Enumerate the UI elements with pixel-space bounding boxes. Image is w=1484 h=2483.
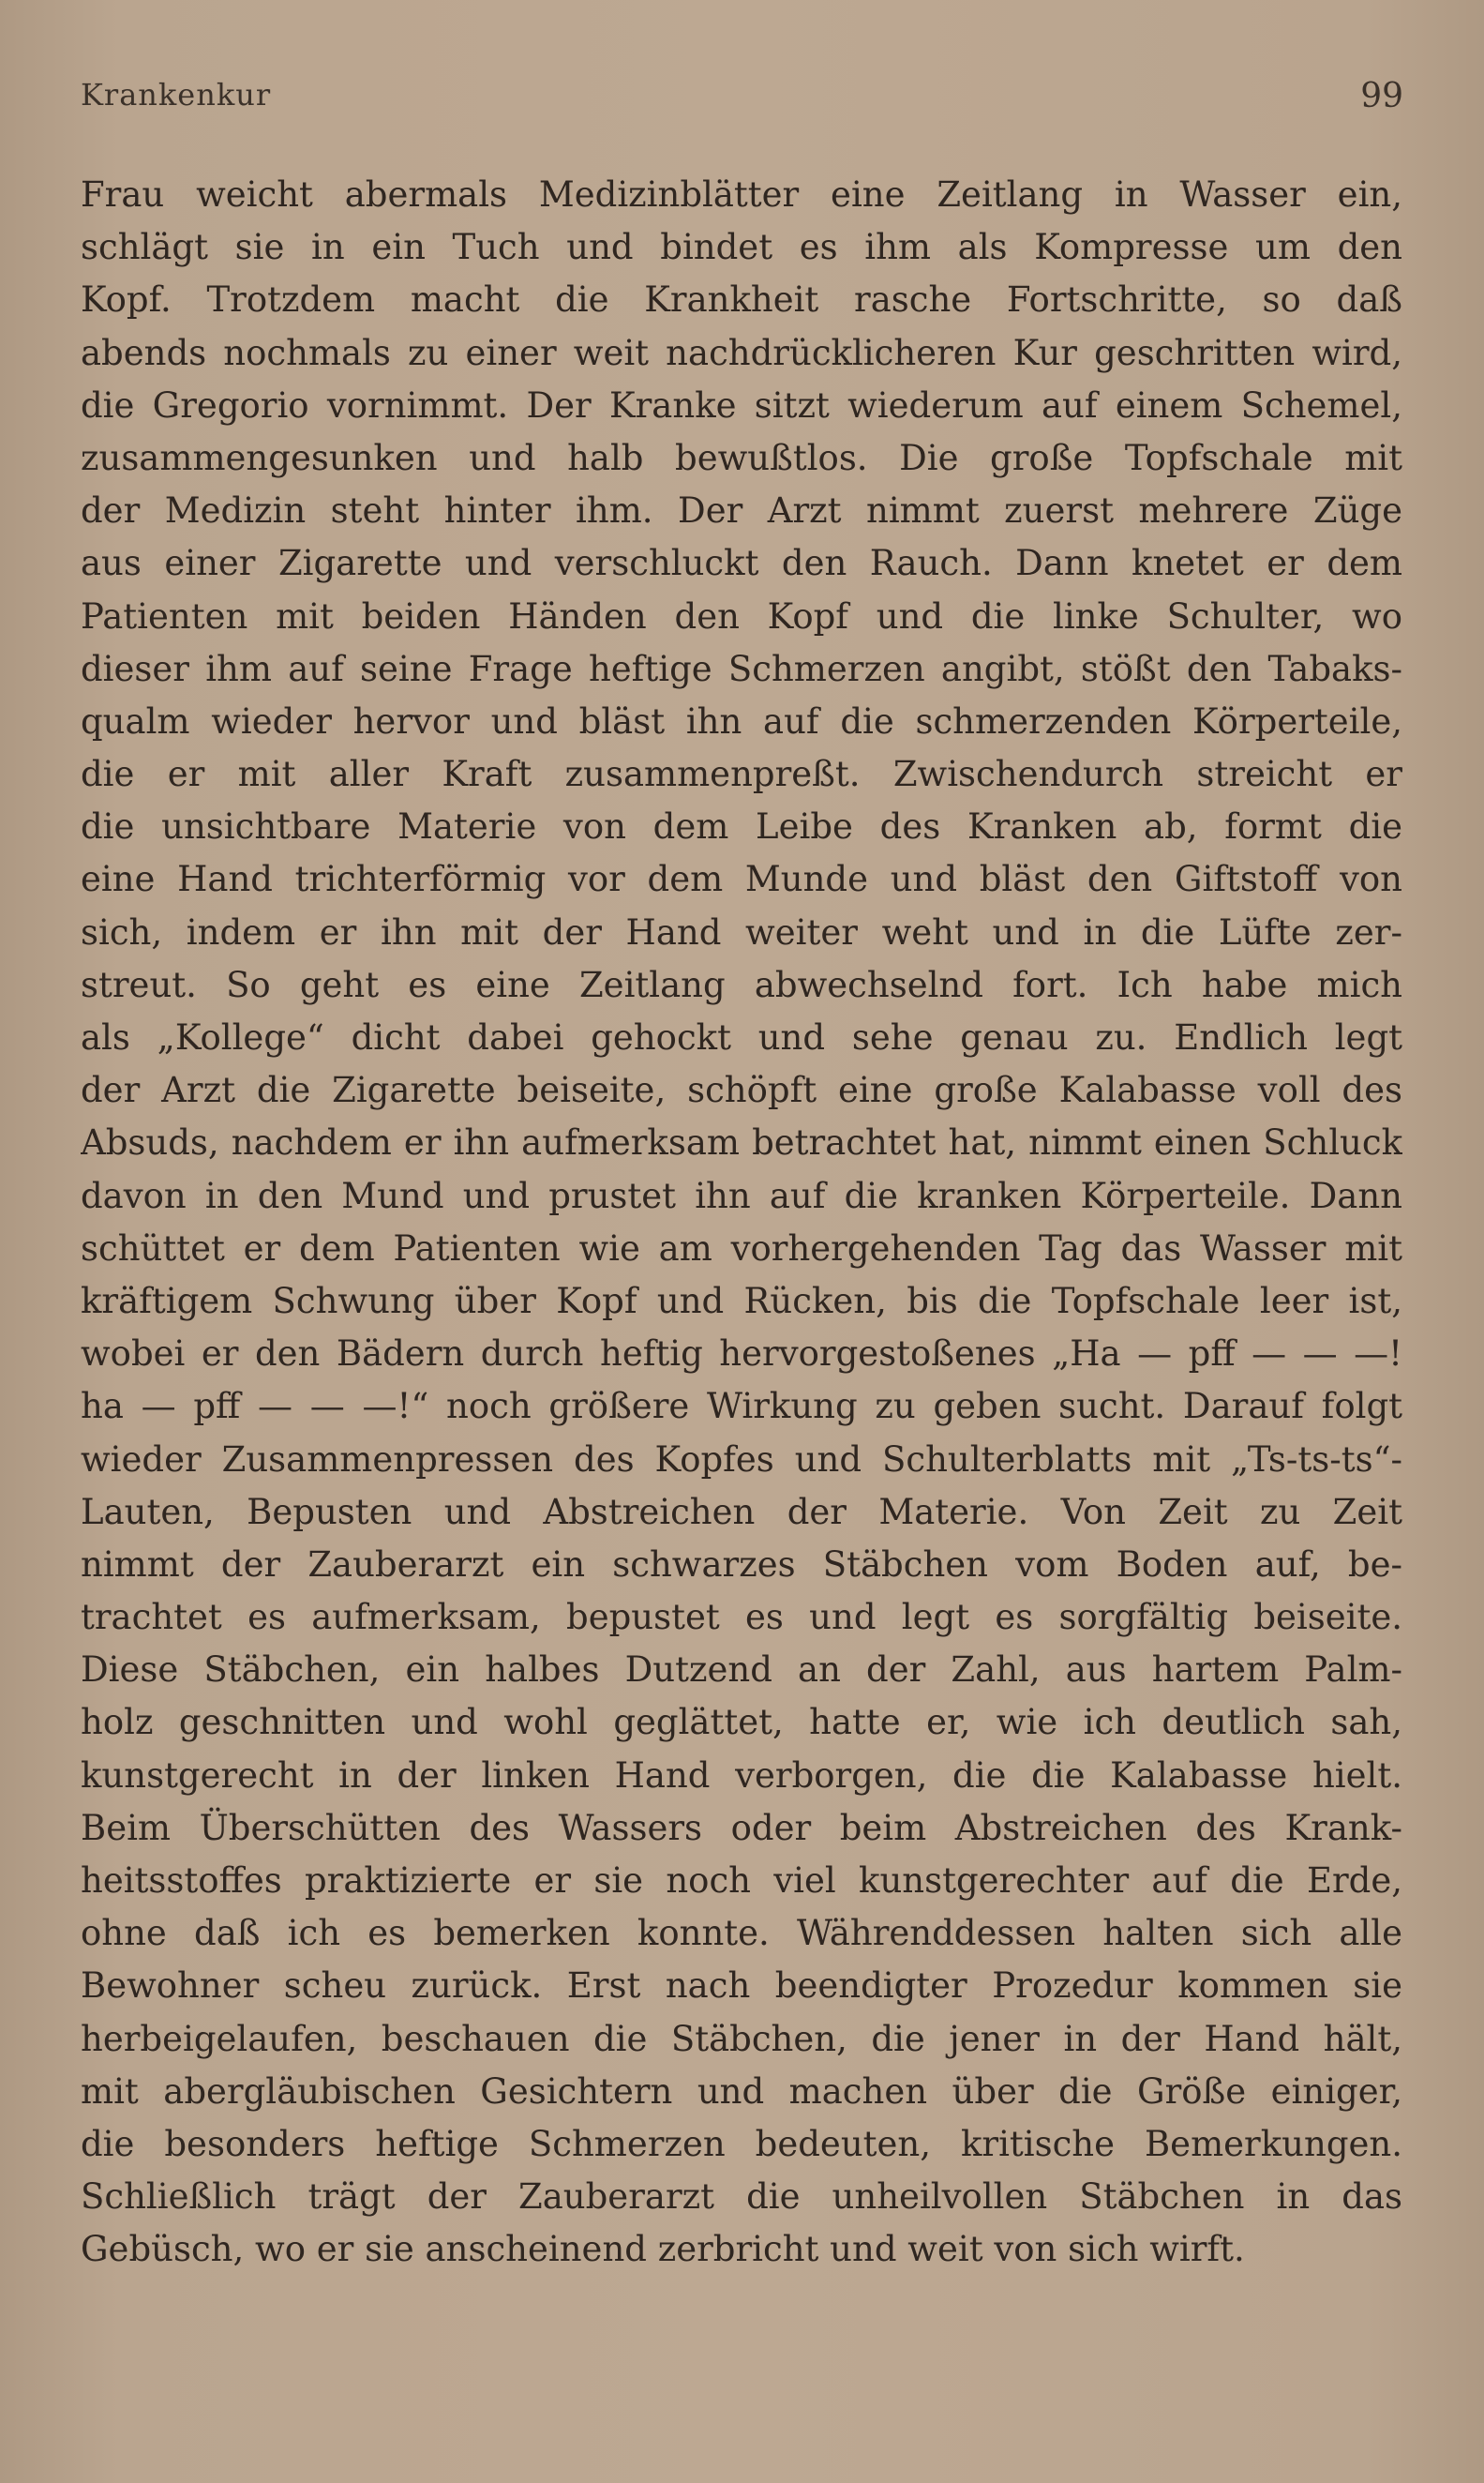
text-line: zusammengesunken und halb bewußtlos. Die große Topfschale mit: [81, 437, 1402, 478]
text-line: ohne daß ich es bemerken konnte. Währenddessen halten sich alle: [81, 1913, 1402, 1954]
text-line: wieder Zusammenpressen des Kopfes und Schulterblatts mit „Ts-ts-ts“-: [81, 1438, 1402, 1480]
text-line: die Gregorio vornimmt. Der Kranke sitzt wiederum auf einem Schemel,: [81, 384, 1402, 426]
text-line: Patienten mit beiden Händen den Kopf und die linke Schulter, wo: [81, 595, 1402, 637]
text-line: Kopf. Trotzdem macht die Krankheit rasche Fortschritte, so daß: [81, 279, 1402, 321]
text-line: aus einer Zigarette und verschluckt den Rauch. Dann knetet er dem: [81, 543, 1402, 584]
text-line: ha — pff — — —!“ noch größere Wirkung zu geben sucht. Darauf folgt: [81, 1386, 1402, 1427]
text-line: der Medizin steht hinter ihm. Der Arzt nimmt zuerst mehrere Züge: [81, 490, 1402, 532]
text-line: qualm wieder hervor und bläst ihn auf die schmerzenden Körperteile,: [81, 700, 1402, 742]
text-line: sich, indem er ihn mit der Hand weiter weht und in die Lüfte zer-: [81, 911, 1402, 953]
text-line: Absuds, nachdem er ihn aufmerksam betrachtet hat, nimmt einen Schluck: [81, 1122, 1402, 1164]
text-line: schlägt sie in ein Tuch und bindet es ihm als Kompresse um den: [81, 227, 1402, 268]
text-line: dieser ihm auf seine Frage heftige Schmerzen angibt, stößt den Tabaks-: [81, 648, 1402, 689]
text-line: schüttet er dem Patienten wie am vorhergehenden Tag das Wasser mit: [81, 1227, 1402, 1269]
text-line: holz geschnitten und wohl geglättet, hatte er, wie ich deutlich sah,: [81, 1702, 1402, 1743]
text-line: Bewohner scheu zurück. Erst nach beendigter Prozedur kommen sie: [81, 1965, 1402, 2007]
text-line: der Arzt die Zigarette beiseite, schöpft eine große Kalabasse voll des: [81, 1070, 1402, 1111]
text-line: heitsstoffes praktizierte er sie noch viel kunstgerechter auf die Erde,: [81, 1860, 1402, 1901]
text-line: als „Kollege“ dicht dabei gehockt und sehe genau zu. Endlich legt: [81, 1017, 1402, 1058]
text-line: kunstgerecht in der linken Hand verborgen, die die Kalabasse hielt.: [81, 1754, 1402, 1796]
text-line: die besonders heftige Schmerzen bedeuten, kritische Bemerkungen.: [81, 2123, 1402, 2164]
text-line: abends nochmals zu einer weit nachdrücklicheren Kur geschritten wird,: [81, 332, 1402, 373]
text-line: eine Hand trichterförmig vor dem Munde und bläst den Giftstoff von: [81, 859, 1402, 900]
text-line: trachtet es aufmerksam, bepustet es und legt es sorgfältig beiseite.: [81, 1597, 1402, 1638]
text-line: Beim Überschütten des Wassers oder beim Abstreichen des Krank-: [81, 1807, 1402, 1848]
text-line: Gebüsch, wo er sie anscheinend zerbricht und weit von sich wirft.: [81, 2229, 1245, 2270]
text-line: die unsichtbare Materie von dem Leibe des Kranken ab, formt die: [81, 806, 1402, 848]
page-number: 99: [1360, 77, 1403, 115]
text-line: herbeigelaufen, beschauen die Stäbchen, die jener in der Hand hält,: [81, 2018, 1402, 2059]
text-line: kräftigem Schwung über Kopf und Rücken, bis die Topfschale leer ist,: [81, 1280, 1402, 1321]
text-line: streut. So geht es eine Zeitlang abwechselnd fort. Ich habe mich: [81, 964, 1402, 1005]
text-line: wobei er den Bädern durch heftig hervorgestoßenes „Ha — pff — — —!: [81, 1333, 1402, 1375]
text-line: Lauten, Bepusten und Abstreichen der Materie. Von Zeit zu Zeit: [81, 1491, 1402, 1532]
text-line: Frau weicht abermals Medizinblätter eine Zeitlang in Wasser ein,: [81, 174, 1402, 215]
text-line: mit abergläubischen Gesichtern und machen über die Größe einiger,: [81, 2070, 1402, 2112]
text-line: die er mit aller Kraft zusammenpreßt. Zwischendurch streicht er: [81, 754, 1402, 795]
text-line: Schließlich trägt der Zauberarzt die unheilvollen Stäbchen in das: [81, 2176, 1402, 2218]
text-line: Diese Stäbchen, ein halbes Dutzend an der Zahl, aus hartem Palm-: [81, 1649, 1402, 1691]
text-line: nimmt der Zauberarzt ein schwarzes Stäbchen vom Boden auf, be-: [81, 1543, 1402, 1585]
page-header: [81, 77, 1403, 124]
text-line: davon in den Mund und prustet ihn auf die kranken Körperteile. Dann: [81, 1175, 1402, 1216]
running-head: Krankenkur: [81, 77, 272, 113]
body-text: [81, 169, 1402, 2277]
